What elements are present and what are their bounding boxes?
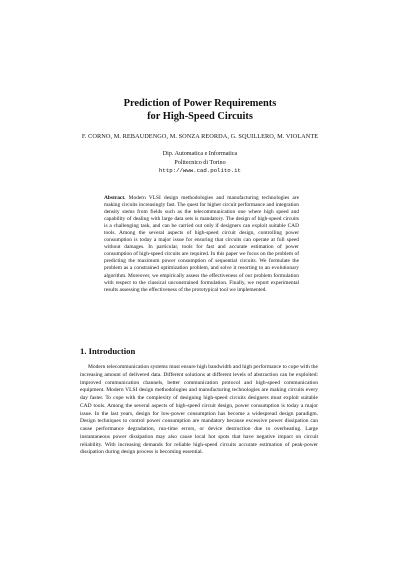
abstract-label: Abstract. <box>104 195 126 201</box>
affiliation-institution: Politecnico di Torino <box>174 159 226 166</box>
section-body <box>80 364 318 457</box>
abstract-text: Modern VLSI design methodologies and manufacturing technologies are making circuits increasingly fast. The quest for higher circuit performance and integration density stems from fields such as the telecommunication one where high speed and capability of dealing with large data sets is mandatory. The design of high-speed circuits is a challenging task, and can be carried out only if designers can exploit suitable CAD tools. Among the several aspects of high-speed circuit design, controlling power consumption is today a major issue for ensuring that circuits can operate at full speed without damages. In particular, tools for fast and accurate estimation of power consumption of high-speed circuits are required. In this paper we focus on the problem of predicting the maximum power consumption of sequential circuits. We formulate the problem as a constrained optimization problem, and solve it resorting to an evolutionary algorithm. Moreover, we empirically assess the effectiveness of our problem formulation with respect to the classical unconstrained formulation. Finally, we report experimental results assessing the effectiveness of the prototypical tool we implemented. <box>104 195 299 293</box>
author-list: F. CORNO, M. REBAUDENGO, M. SONZA REORDA, G. SQUILLERO, M. VIOLANTE <box>81 133 319 140</box>
affiliation-department: Dip. Automatica e Informatica <box>162 151 238 157</box>
affiliation-url[interactable]: http://www.cad.polito.it <box>159 167 241 175</box>
affiliation <box>0 150 400 176</box>
title-line-1: Prediction of Power Requirements <box>123 98 277 109</box>
title-line-2: for High-Speed Circuits <box>147 111 253 122</box>
intro-paragraph: Modern telecommunication systems must ensure high bandwidth and high performance to cope with the increasing amount of delivered data. Different solutions at different levels of abstraction can be exploited: improved communication channels, better communication protocol and high-speed communication equipment. Modern VLSI design methodologies and manufacturing technologies are making circuits every day faster. To cope with the complexity of designing high-speed circuits designers must exploit suitable CAD tools. Among the several aspects of high-speed circuit design, power consumption is today a major issue. In the last years, design for low-power consumption has become a widespread design paradigm. Design techniques to control power consumption are mandatory because excessive power dissipation can cause performance degradation, run-time errors, or device destruction due to overheating. Large instantaneous power dissipation may also cause local hot spots that have negative impact on circuit reliability. With increasing demands for reliable high-speed circuits accurate estimation of peak-power dissipation during design process is becoming essential. <box>80 364 318 456</box>
section-heading: 1. Introduction <box>80 346 136 356</box>
paper-title <box>0 97 400 123</box>
abstract <box>104 195 299 294</box>
